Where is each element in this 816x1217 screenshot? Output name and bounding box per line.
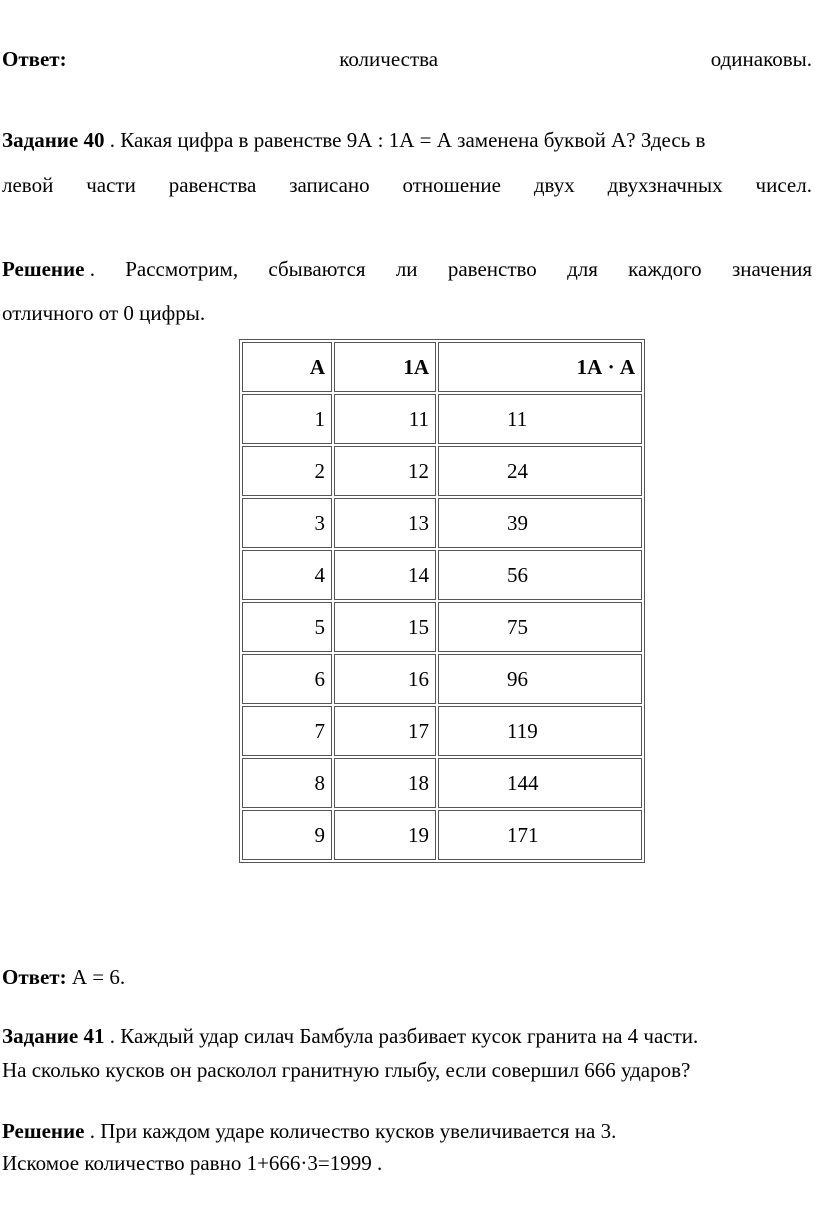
word: .	[84, 257, 95, 281]
table-cell: 13	[334, 498, 436, 548]
solution-40-line-2: отличного от 0 цифры.	[2, 301, 206, 325]
table-cell: 17	[334, 706, 436, 756]
table-cell: 19	[334, 810, 436, 860]
table-cell: 171	[438, 810, 642, 860]
table-cell: 18	[334, 758, 436, 808]
header-cell-1a: 1А	[334, 342, 436, 392]
table-row	[242, 654, 642, 704]
word: равенство	[447, 257, 537, 281]
table-cell: 75	[438, 602, 642, 652]
task-40-line-1	[2, 127, 812, 153]
table-cell: 9	[242, 810, 332, 860]
task-41-line-2: На сколько кусков он расколол гранитную глыбу, если совершил 666 ударов?	[2, 1058, 691, 1082]
word: Рассмотрим,	[125, 257, 239, 281]
table-cell: 96	[438, 654, 642, 704]
table-cell: 4	[242, 550, 332, 600]
table-cell: 7	[242, 706, 332, 756]
task-41-line-1	[2, 1023, 812, 1049]
answer-word: количества	[339, 47, 439, 71]
task-text: . Каждый удар силач Бамбула разбивает кусок гранита на 4 части.	[104, 1024, 699, 1048]
values-grid	[239, 339, 645, 863]
table-row	[242, 706, 642, 756]
table-cell: 8	[242, 758, 332, 808]
table-row	[242, 498, 642, 548]
answer-40-line	[2, 964, 812, 990]
header-cell-a: А	[242, 342, 332, 392]
table-cell: 12	[334, 446, 436, 496]
word: сбываются	[268, 257, 366, 281]
solution-lead	[2, 256, 95, 282]
word: двух	[533, 173, 575, 197]
solution-41-line-1	[2, 1118, 812, 1144]
table-cell: 39	[438, 498, 642, 548]
word: значения	[731, 257, 812, 281]
task-text: . Какая цифра в равенстве 9А : 1А = А заменена буквой А? Здесь в	[104, 128, 706, 152]
answer-label: Ответ:	[2, 965, 67, 989]
table-cell: 144	[438, 758, 642, 808]
word: ли	[395, 257, 418, 281]
table-cell: 14	[334, 550, 436, 600]
word: двухзначных	[607, 173, 723, 197]
table-header-row	[242, 342, 642, 392]
table-cell: 15	[334, 602, 436, 652]
task-label: Задание 41	[2, 1024, 105, 1048]
header-cell-product: 1А · А	[438, 342, 642, 392]
solution-label: Решение	[2, 1119, 85, 1143]
table-cell: 1	[242, 394, 332, 444]
answer-text: А = 6.	[66, 965, 126, 989]
solution-text: . При каждом ударе количество кусков увеличивается на 3.	[84, 1119, 617, 1143]
solution-40-line-1	[2, 256, 812, 282]
word: записано	[289, 173, 370, 197]
table-cell: 24	[438, 446, 642, 496]
word: каждого	[628, 257, 702, 281]
task-40-line-2	[2, 172, 812, 198]
table-row	[242, 602, 642, 652]
table-row	[242, 394, 642, 444]
word: отношение	[402, 173, 501, 197]
values-table	[239, 339, 645, 863]
answer-label: Ответ:	[2, 47, 67, 71]
answer-word: одинаковы.	[710, 47, 812, 71]
table-row	[242, 810, 642, 860]
word: равенства	[168, 173, 257, 197]
answer-39-line	[2, 46, 812, 72]
table-cell: 16	[334, 654, 436, 704]
table-cell: 3	[242, 498, 332, 548]
table-cell: 11	[438, 394, 642, 444]
table-row	[242, 446, 642, 496]
table-row	[242, 550, 642, 600]
table-cell: 6	[242, 654, 332, 704]
table-cell: 2	[242, 446, 332, 496]
table-cell: 5	[242, 602, 332, 652]
table-cell: 56	[438, 550, 642, 600]
solution-label: Решение	[2, 257, 85, 281]
word: левой	[2, 173, 54, 197]
word: чисел.	[755, 173, 812, 197]
word: для	[567, 257, 598, 281]
table-cell: 119	[438, 706, 642, 756]
table-row	[242, 758, 642, 808]
task-label: Задание 40	[2, 128, 105, 152]
solution-41-line-2: Искомое количество равно 1+666·3=1999 .	[2, 1151, 383, 1175]
word: части	[86, 173, 136, 197]
table-cell: 11	[334, 394, 436, 444]
